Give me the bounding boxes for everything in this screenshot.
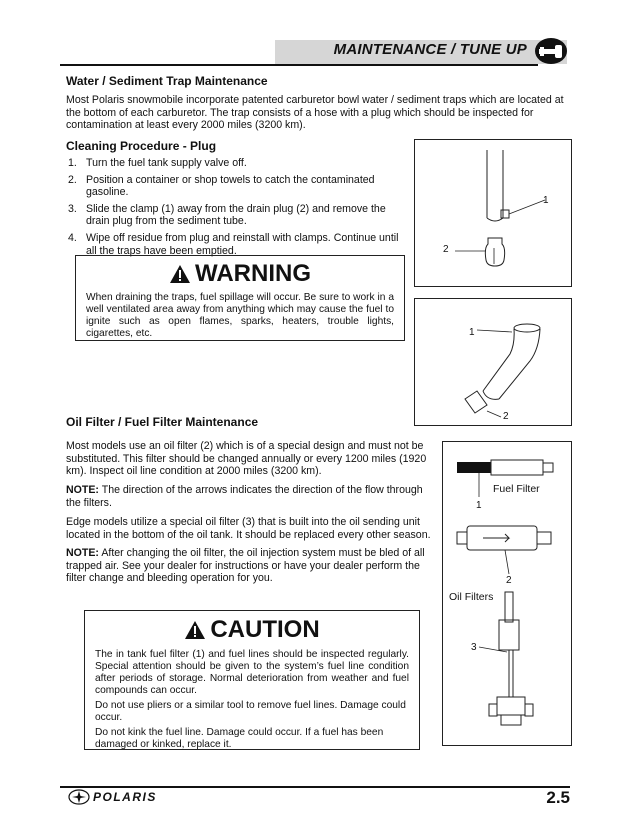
section-heading-cleaning: Cleaning Procedure - Plug bbox=[66, 139, 217, 153]
oil-filters-label: Oil Filters bbox=[449, 591, 494, 603]
caution-title: CAUTION bbox=[85, 616, 419, 644]
list-item: 3. Slide the clamp (1) away from the drain plug (2) and remove the drain plug from the sediment tube. bbox=[68, 202, 386, 228]
footer-brand: POLARIS bbox=[93, 790, 157, 804]
sediment-tube-drawing bbox=[415, 140, 571, 286]
list-item: 4. Wipe off residue from plug and reinstall with clamps. Continue until all the traps have been emptied. bbox=[68, 231, 399, 257]
figure-callout-1: 1 bbox=[469, 327, 475, 338]
polaris-star-logo-icon bbox=[68, 789, 90, 805]
header-rule bbox=[60, 64, 538, 66]
figure-callout-2: 2 bbox=[443, 244, 449, 255]
sediment-trap-intro: Most Polaris snowmobile incorporate patented carburetor bowl water / sediment traps which are located at the bottom of each carburetor. The trap consists of a hose with a plug which should be inspected for contamination at least every 2000 miles (3200 km). bbox=[66, 94, 564, 132]
caution-triangle-icon bbox=[184, 620, 206, 640]
page-number: 2.5 bbox=[546, 788, 570, 807]
oil-filter-note-1: NOTE: The direction of the arrows indicates the direction of the flow through the filters. bbox=[66, 484, 423, 509]
figure-callout-1: 1 bbox=[543, 195, 549, 206]
warning-box bbox=[75, 255, 405, 341]
page-header-title: MAINTENANCE / TUNE UP bbox=[333, 41, 527, 58]
cleaning-steps-list bbox=[66, 157, 406, 261]
list-item: 1. Turn the fuel tank supply valve off. bbox=[68, 157, 247, 169]
fuel-filter-label: Fuel Filter bbox=[493, 483, 540, 495]
wrench-icon bbox=[533, 36, 569, 66]
caution-para-1: The in tank fuel filter (1) and fuel lines should be inspected regularly. Special attention should be given to the system’s fuel line condition after periods of storage. Normal deterioration from weather and fuel compounds can occur. bbox=[95, 649, 409, 696]
warning-text: When draining the traps, fuel spillage will occur. Be sure to work in a well ventilated area away from anything which may cause the fuel to ignite such as open flames, sparks, heaters, trouble lights, cigarettes, etc. bbox=[86, 292, 394, 339]
section-heading-sediment-trap: Water / Sediment Trap Maintenance bbox=[66, 74, 268, 88]
caution-para-2: Do not use pliers or a similar tool to remove fuel lines. Damage could occur. bbox=[95, 700, 406, 723]
caution-box bbox=[84, 610, 420, 750]
figure-callout-2: 2 bbox=[503, 411, 509, 422]
oil-filter-para-1: Most models use an oil filter (2) which is of a special design and must not be substituted. This filter should be changed annually or every 1200 miles (1920 km). Inspect oil line condition at 2000 miles (3200 km). bbox=[66, 440, 427, 478]
elbow-hose-drawing bbox=[415, 299, 571, 425]
warning-title: WARNING bbox=[76, 260, 404, 288]
figure-callout-3: 3 bbox=[471, 642, 477, 653]
figure-filters bbox=[442, 441, 572, 746]
oil-filter-note-2: NOTE: After changing the oil filter, the oil injection system must be bled of all trapped air. See your dealer for instructions or have your dealer perform the filter change and bleeding operation for you. bbox=[66, 547, 425, 585]
caution-para-3: Do not kink the fuel line. Damage could occur. If a fuel has been damaged or kinked, replace it. bbox=[95, 727, 384, 750]
oil-filter-para-2: Edge models utilize a special oil filter (3) that is built into the oil sending unit located in the bottom of the oil tank. It should be replaced every other season. bbox=[66, 516, 431, 541]
figure-sediment-tube bbox=[414, 139, 572, 287]
figure-callout-1: 1 bbox=[476, 500, 482, 511]
figure-callout-2: 2 bbox=[506, 575, 512, 586]
section-heading-oil-filter: Oil Filter / Fuel Filter Maintenance bbox=[66, 415, 259, 429]
warning-triangle-icon bbox=[169, 264, 191, 284]
list-item: 2. Position a container or shop towels to catch the contaminated gasoline. bbox=[68, 173, 375, 199]
footer-rule bbox=[60, 786, 570, 788]
figure-elbow-hose bbox=[414, 298, 572, 426]
